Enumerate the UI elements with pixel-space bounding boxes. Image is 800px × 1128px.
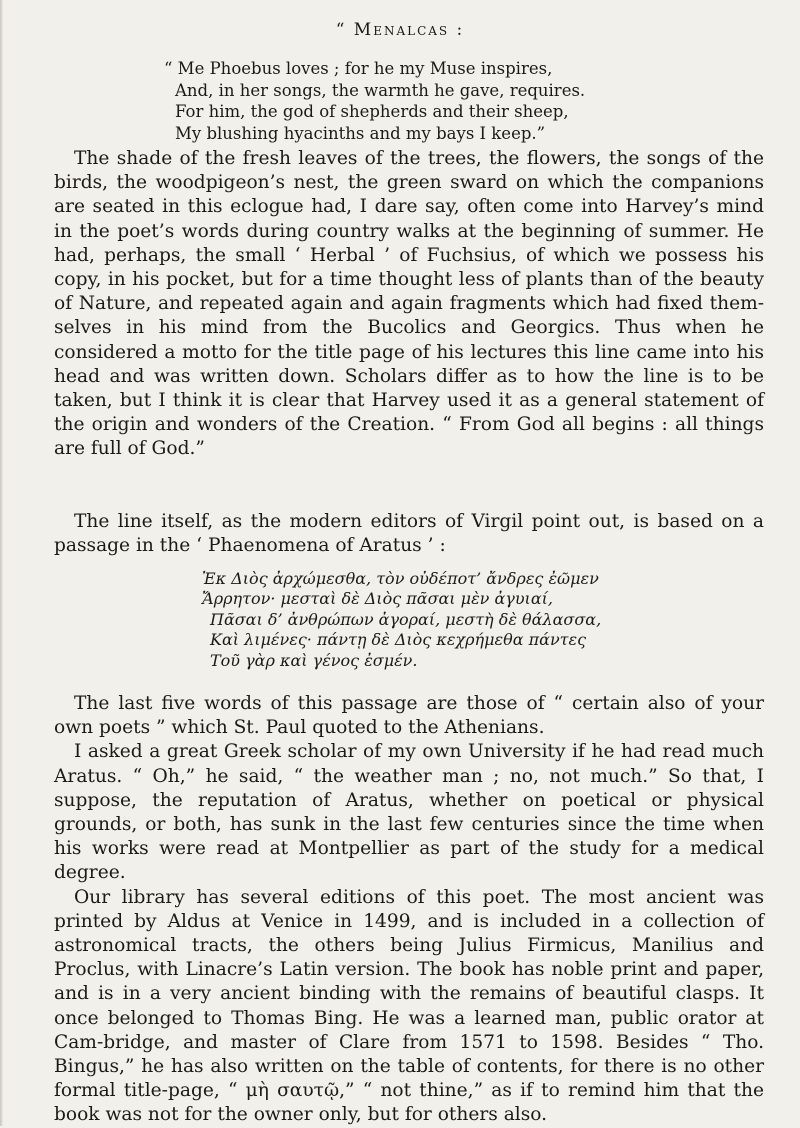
page-gutter-edge xyxy=(0,0,3,1126)
paragraph: The shade of the fresh leaves of the trees, the flowers, the songs of the birds, the woodpigeon’s nest, the green sward on which the companions are seated in this eclogue had, I dare say, often come into Harvey’s mind in the poet’s words during country walks at the beginning of summer. He had, perhaps, the small ‘ Herbal ’ of Fuchsius, of which we possess his copy, in his pocket, but for a time thought less of plants than of the beauty of Nature, and repeated again and again fragments which had fixed them-selves in his mind from the Bucolics and Georgics. Thus when he considered a motto for the title page of his lectures this line came into his head and was written down. Scholars differ as to how the line is to be taken, but I think it is clear that Harvey used it as a general statement of the origin and wonders of the Creation. “ From God all begins : all things are full of God.” xyxy=(54,148,764,460)
paragraph: Our library has several editions of this poet. The most ancient was printed by Aldus at Venice in 1499, and is included in a collection of astronomical tracts, the others being Julius Firmicus, Manilius and Proclus, with Linacre’s Latin version. The book has noble print and paper, and is in a very ancient binding with the remains of beautiful clasps. It once belonged to Thomas Bing. He was a learned man, public orator at Cam-bridge, and master of Clare from 1571 to 1598. Besides “ Tho. Bingus,” he has also written on the table of contents, for there is no other formal title-page, “ μὴ σαυτῷ,” “ not thine,” as if to remind him that the book was not for the owner only, but for others also. xyxy=(54,886,764,1126)
body-section-1 xyxy=(54,147,764,462)
greek-line: Πᾶσαι δ’ ἀνθρώπων ἀγοραί, μεστὴ δὲ θάλασσα, xyxy=(210,609,602,629)
greek-line: Ἄρρητον· μεσταὶ δὲ Διὸς πᾶσαι μὲν ἀγυιαί, xyxy=(202,589,553,609)
verse-line: My blushing hyacinths and my bays I keep.” xyxy=(175,123,546,143)
paragraph: The last five words of this passage are those of “ certain also of your own poets ” which St. Paul quoted to the Athenians. xyxy=(54,693,764,739)
greek-quotation xyxy=(202,569,722,671)
verse-line: “ Me Phoebus loves ; for he my Muse inspires, xyxy=(164,59,553,78)
verse-line: And, in her songs, the warmth he gave, requires. xyxy=(175,80,586,100)
body-section-3 xyxy=(54,692,764,1128)
paragraph: The line itself, as the modern editors of Virgil point out, is based on a passage in the ‘ Phaenomena of Aratus ’ : xyxy=(54,511,764,557)
verse-quotation xyxy=(164,58,704,144)
greek-line: Ἐκ Διὸς ἀρχώμεσθα, τὸν οὐδέποτ’ ἄνδρες ἐῶμεν xyxy=(202,569,599,588)
greek-line: Τοῦ γὰρ καὶ γένος ἐσμέν. xyxy=(210,650,418,670)
greek-line: Καὶ λιμένες· πάντῃ δὲ Διὸς κεχρήμεθα πάντες xyxy=(210,630,587,650)
running-header: “ Menalcas : xyxy=(335,20,465,40)
body-section-2 xyxy=(54,510,764,558)
paragraph: I asked a great Greek scholar of my own University if he had read much Aratus. “ Oh,” he said, “ the weather man ; no, not much.” So that, I suppose, the reputation of Aratus, whether on poetical or physical grounds, or both, has sunk in the last few centuries since the time when his works were read at Montpellier as part of the study for a medical degree. xyxy=(54,741,764,884)
verse-line: For him, the god of shepherds and their sheep, xyxy=(175,102,569,121)
